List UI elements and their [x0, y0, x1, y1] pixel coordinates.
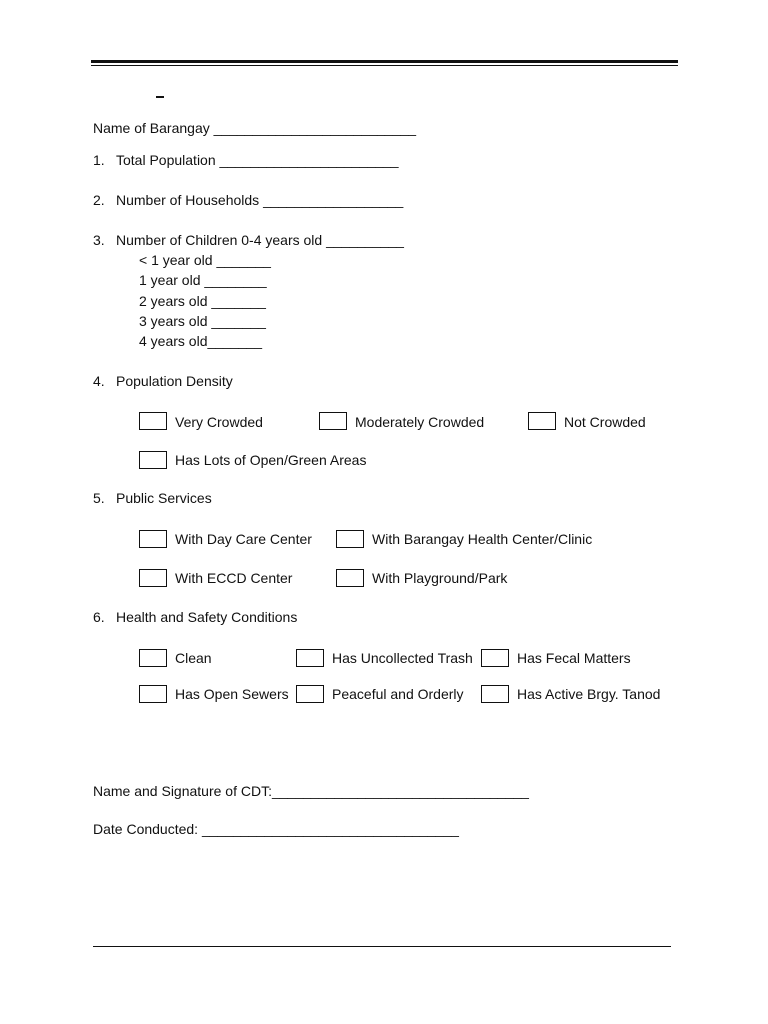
not-crowded-checkbox[interactable] [528, 412, 556, 430]
barangay-name-field[interactable]: Name of Barangay __________________________ [93, 120, 417, 136]
health-center-checkbox[interactable] [336, 530, 364, 548]
active-brgy-tanod-checkbox[interactable] [481, 685, 509, 703]
item-6-number: 6. [93, 609, 105, 625]
day-care-center-checkbox[interactable] [139, 530, 167, 548]
playground-park-label: With Playground/Park [372, 570, 508, 586]
clean-label: Clean [175, 650, 212, 666]
fecal-matters-label: Has Fecal Matters [517, 650, 631, 666]
very-crowded-label: Very Crowded [175, 414, 263, 430]
age-3-field[interactable]: 3 years old _______ [139, 313, 266, 329]
clean-checkbox[interactable] [139, 649, 167, 667]
peaceful-orderly-label: Peaceful and Orderly [332, 686, 464, 702]
age-4-field[interactable]: 4 years old_______ [139, 333, 262, 349]
item-5-number: 5. [93, 490, 105, 506]
item-1-number: 1. [93, 152, 105, 168]
health-center-label: With Barangay Health Center/Clinic [372, 531, 593, 547]
cdt-signature-field[interactable]: Name and Signature of CDT:_________________________________ [93, 783, 529, 799]
playground-park-checkbox[interactable] [336, 569, 364, 587]
footer-rule [93, 946, 671, 947]
eccd-center-label: With ECCD Center [175, 570, 293, 586]
not-crowded-label: Not Crowded [564, 414, 646, 430]
open-sewers-label: Has Open Sewers [175, 686, 289, 702]
header-dash [156, 96, 164, 98]
moderately-crowded-checkbox[interactable] [319, 412, 347, 430]
open-sewers-checkbox[interactable] [139, 685, 167, 703]
public-services-heading: Public Services [116, 490, 212, 506]
total-population-field[interactable]: Total Population _______________________ [116, 152, 399, 168]
header-rule-thin [91, 65, 678, 66]
peaceful-orderly-checkbox[interactable] [296, 685, 324, 703]
age-1-field[interactable]: 1 year old ________ [139, 272, 267, 288]
age-under-1-field[interactable]: < 1 year old _______ [139, 252, 271, 268]
households-field[interactable]: Number of Households __________________ [116, 192, 404, 208]
eccd-center-checkbox[interactable] [139, 569, 167, 587]
open-green-areas-checkbox[interactable] [139, 451, 167, 469]
item-3-number: 3. [93, 232, 105, 248]
population-density-heading: Population Density [116, 373, 233, 389]
date-conducted-field[interactable]: Date Conducted: _________________________________ [93, 821, 459, 837]
active-brgy-tanod-label: Has Active Brgy. Tanod [517, 686, 661, 702]
age-2-field[interactable]: 2 years old _______ [139, 293, 266, 309]
moderately-crowded-label: Moderately Crowded [355, 414, 485, 430]
header-rule-thick [91, 60, 678, 63]
day-care-center-label: With Day Care Center [175, 531, 312, 547]
children-count-field[interactable]: Number of Children 0-4 years old __________ [116, 232, 404, 248]
very-crowded-checkbox[interactable] [139, 412, 167, 430]
uncollected-trash-checkbox[interactable] [296, 649, 324, 667]
item-4-number: 4. [93, 373, 105, 389]
uncollected-trash-label: Has Uncollected Trash [332, 650, 473, 666]
health-safety-heading: Health and Safety Conditions [116, 609, 298, 625]
fecal-matters-checkbox[interactable] [481, 649, 509, 667]
item-2-number: 2. [93, 192, 105, 208]
open-green-areas-label: Has Lots of Open/Green Areas [175, 452, 367, 468]
